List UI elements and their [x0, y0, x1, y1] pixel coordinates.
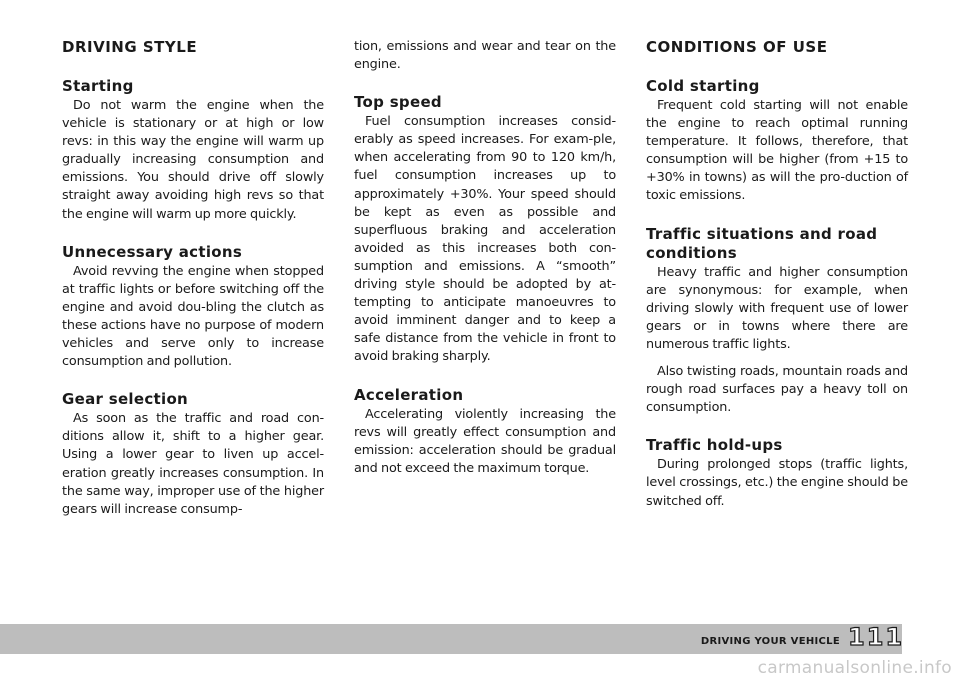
section-title-driving-style: DRIVING STYLE [62, 38, 198, 56]
paragraph-gear-selection: As soon as the traffic and road con-ditions allow it, shift to a higher gear. Using a lower gear to liven up accel-eration greatly increases consumption. In the same way, improper use of the higher gears will increase consump- [62, 411, 324, 517]
column-left [62, 38, 324, 519]
heading-starting: Starting [62, 77, 134, 95]
paragraph-acceleration: Accelerating violently increasing the revs will greatly effect consumption and emission: acceleration should be gradual and not exceed the maximum torque. [354, 406, 616, 476]
paragraph-continuation: tion, emissions and wear and tear on the engine. [354, 39, 616, 73]
heading-gear-selection: Gear selection [62, 390, 189, 409]
paragraph-traffic-situations-1: Heavy traffic and higher consumption are synonymous: for example, when driving slowly with frequent use of lower gears or in towns where there are numerous traffic lights. [646, 264, 908, 352]
paragraph-unnecessary-actions: Avoid revving the engine when stopped at traffic lights or before switching off the engine and avoid dou-bling the clutch as these actions have no purpose of modern vehicles and serve only to increase consumption and pollution. [62, 263, 324, 370]
heading-acceleration: Acceleration [354, 385, 464, 404]
column-right [646, 38, 908, 511]
heading-traffic-hold-ups: Traffic hold-ups [646, 436, 783, 455]
watermark: carmanualsonline.info [757, 658, 952, 678]
heading-unnecessary-actions: Unnecessary actions [62, 242, 243, 261]
paragraph-traffic-hold-ups: During prolonged stops (traffic lights, level crossings, etc.) the engine should be switched off. [646, 457, 908, 509]
heading-cold-starting: Cold starting [646, 77, 760, 95]
section-title-conditions-of-use: CONDITIONS OF USE [646, 38, 828, 56]
page-number: 111 [848, 623, 905, 651]
paragraph-top-speed: Fuel consumption increases consid-erably as speed increases. For exam-ple, when accelerating from 90 to 120 km/h, fuel consumption increases up to approximately +30%. Your speed should be kept as even as possible and superfluous braking and acceleration avoided as this increases both con-sumption and emissions. A “smooth” driving style should be adopted by at-tempting to anticipate manoeuvres to avoid imminent danger and to keep a safe distance from the vehicle in front to avoid braking sharply. [354, 114, 616, 365]
paragraph-traffic-situations-2: Also twisting roads, mountain roads and rough road surfaces pay a heavy toll on consumption. [646, 364, 908, 416]
column-middle [354, 38, 616, 478]
paragraph-cold-starting: Frequent cold starting will not enable the engine to reach optimal running temperature. It follows, therefore, that consumption will be higher (from +15 to +30% in towns) as will the pro-duction of toxic emissions. [646, 98, 908, 204]
footer-section-label: DRIVING YOUR VEHICLE [700, 636, 840, 647]
heading-traffic-situations: Traffic situations and road conditions [646, 224, 878, 262]
paragraph-starting: Do not warm the engine when the vehicle is stationary or at high or low revs: in this way the engine will warm up gradually increasing consumption and emissions. You should drive off slowly straight away avoiding high revs so that the engine will warm up more quickly. [62, 98, 324, 222]
heading-top-speed: Top speed [354, 93, 442, 112]
